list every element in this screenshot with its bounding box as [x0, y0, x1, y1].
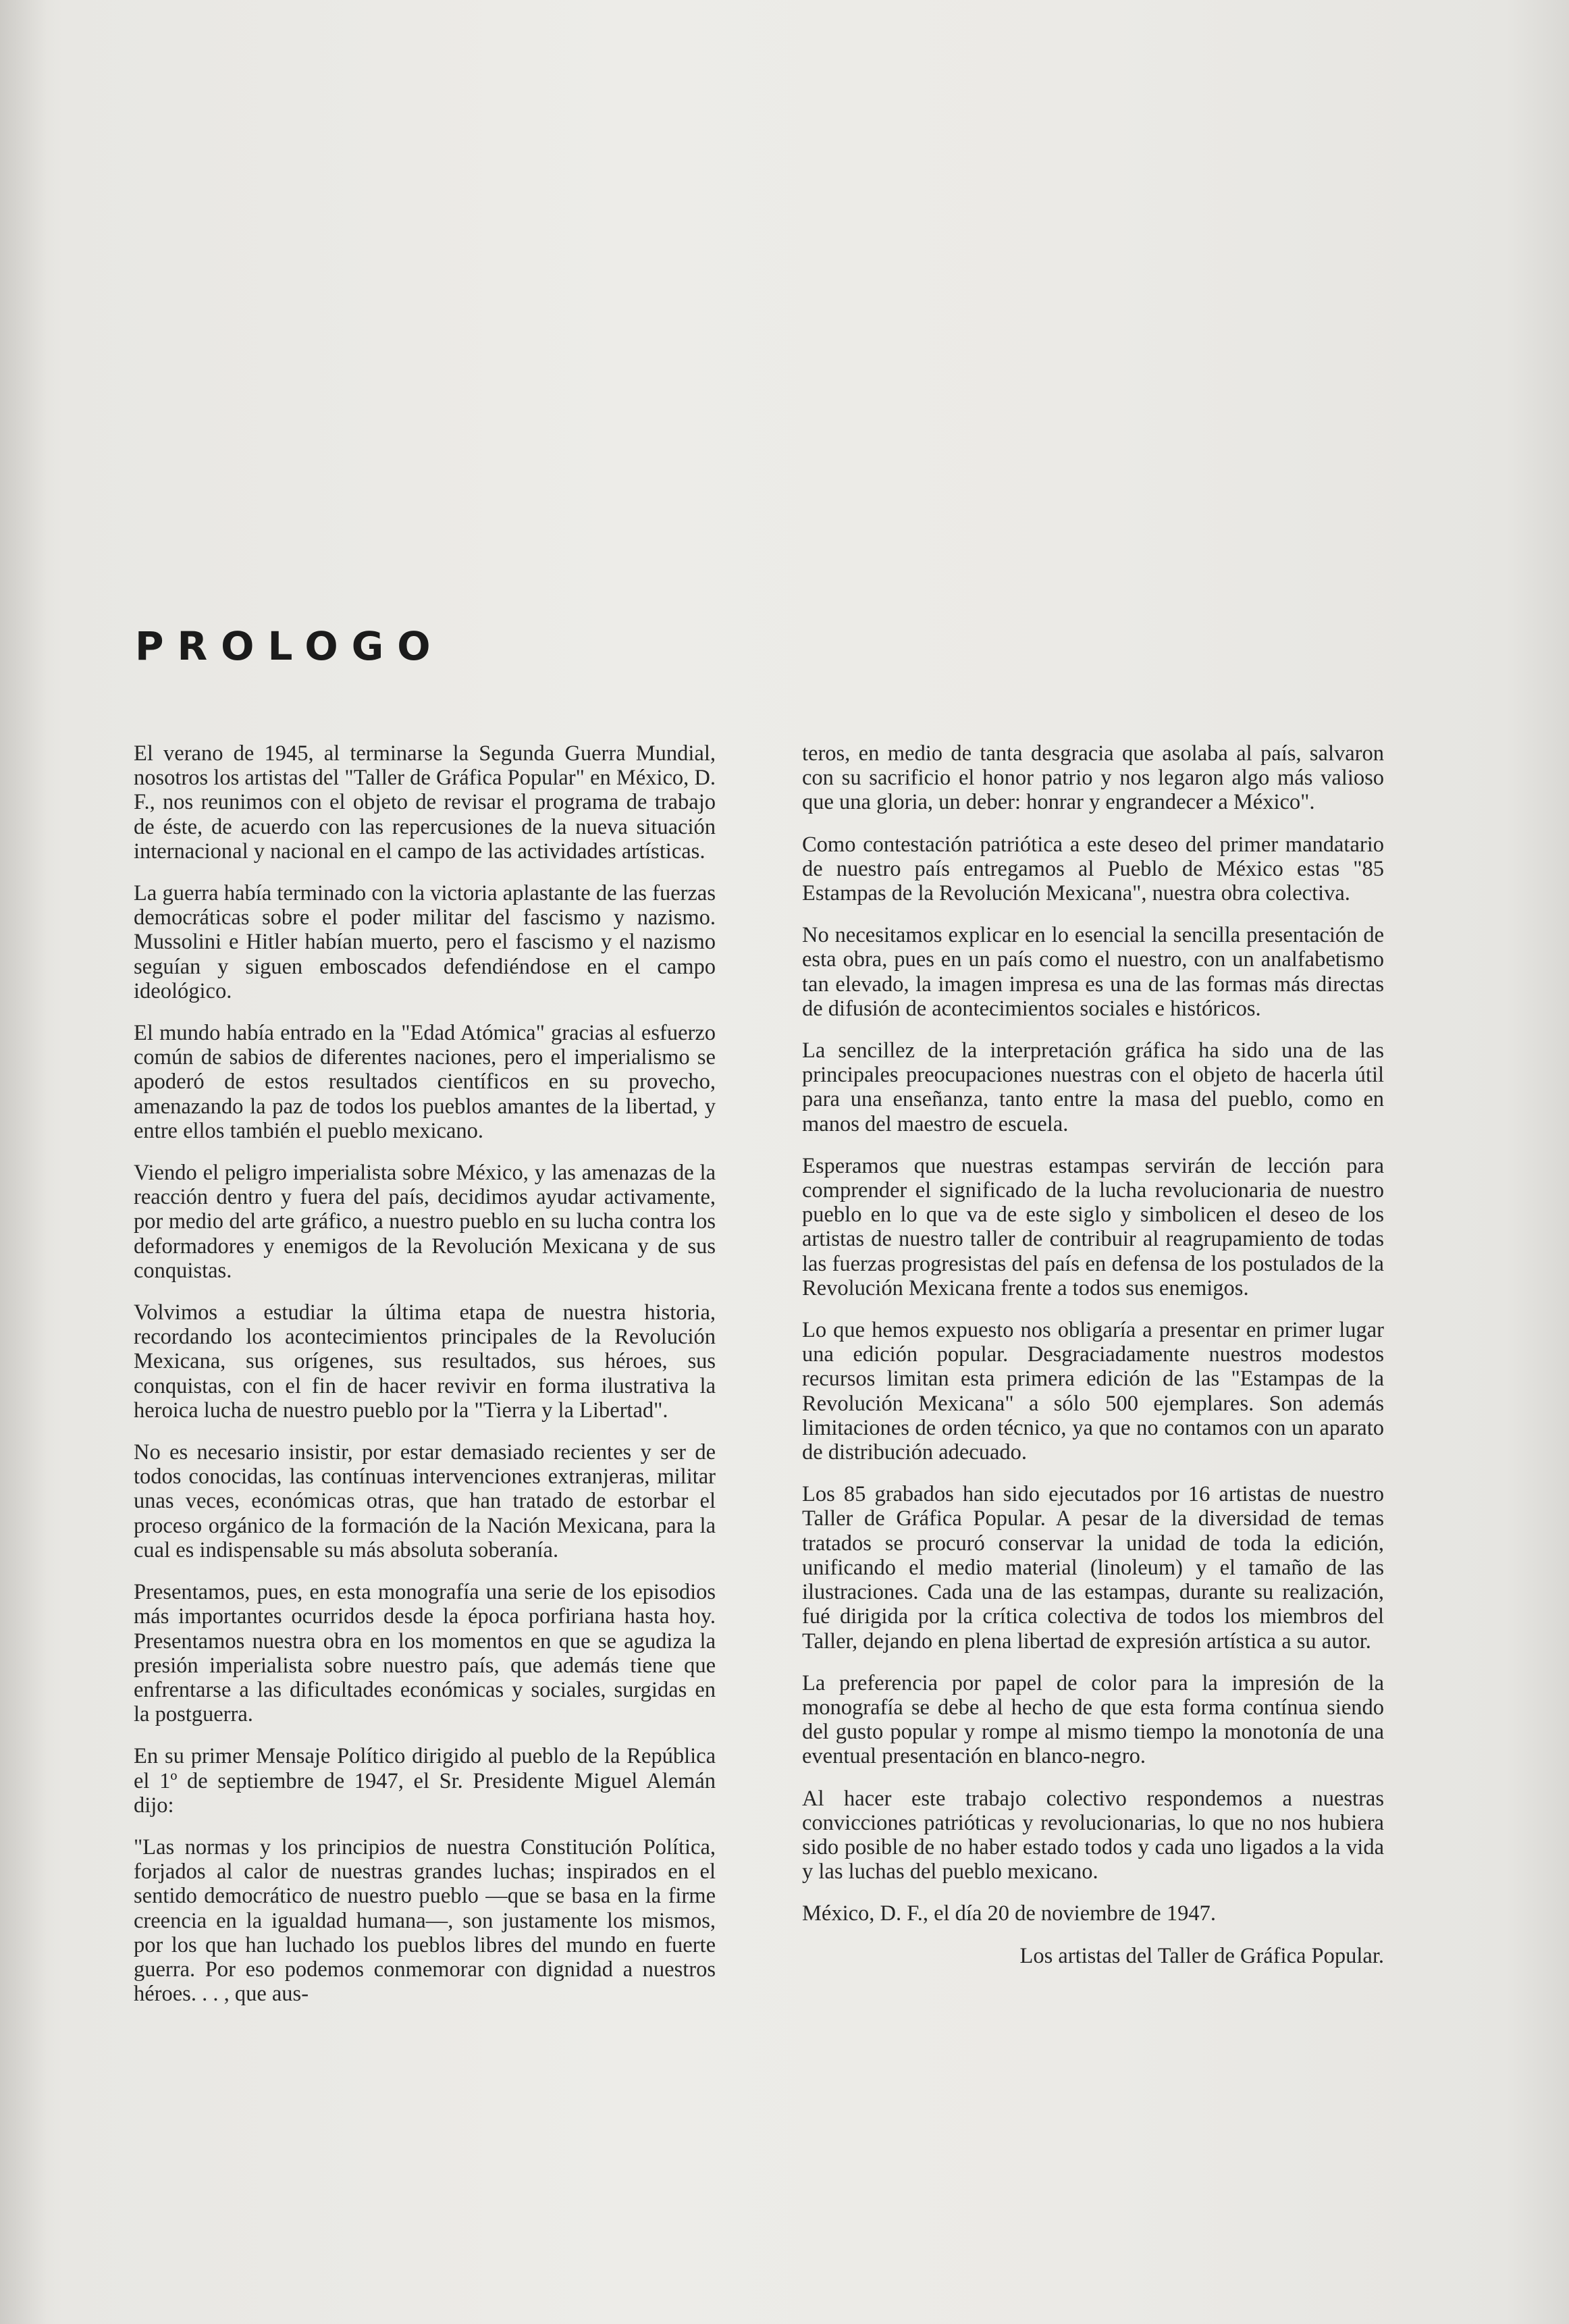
paragraph: Lo que hemos expuesto nos obligaría a presentar en primer lugar una edición popular. Desgraciadamente nuestros modestos recursos limitan esta primera edición de las "Estampas de la Revolución Mexicana" a sólo 500 ejemplares. Son además limitaciones de orden técnico, ya que no contamos con un aparato de distribución adecuado. [802, 1318, 1384, 1465]
paragraph: Los 85 grabados han sido ejecutados por 16 artistas de nuestro Taller de Gráfica Popular. A pesar de la diversidad de temas tratados se procuró conservar la unidad de toda la edición, unificando el medio material (linoleum) y el tamaño de las ilustraciones. Cada una de las estampas, durante su realización, fué dirigida por la crítica colectiva de todos los miembros del Taller, dejando en plena libertad de expresión artística a su autor. [802, 1482, 1384, 1654]
paragraph: No necesitamos explicar en lo esencial la sencilla presentación de esta obra, pues en un país como el nuestro, con un analfabetismo tan elevado, la imagen impresa es una de las formas más directas de difusión de acontecimientos sociales e históricos. [802, 923, 1384, 1021]
left-text-column [134, 741, 716, 2024]
paragraph: Volvimos a estudiar la última etapa de nuestra historia, recordando los acontecimientos principales de la Revolución Mexicana, sus orígenes, sus resultados, sus héroes, sus conquistas, con el fin de hacer revivir en forma ilustrativa la heroica lucha de nuestro pueblo por la "Tierra y la Libertad". [134, 1300, 716, 1423]
paragraph: El mundo había entrado en la "Edad Atómica" gracias al esfuerzo común de sabios de diferentes naciones, pero el imperialismo se apoderó de estos resultados científicos en su provecho, amenazando la paz de todos los pueblos amantes de la libertad, y entre ellos también el pueblo mexicano. [134, 1021, 716, 1143]
paragraph: Al hacer este trabajo colectivo respondemos a nuestras convicciones patrióticas y revolucionarias, lo que no nos hubiera sido posible de no haber estado todos y cada uno ligados a la vida y las luchas del pueblo mexicano. [802, 1786, 1384, 1884]
paragraph: El verano de 1945, al terminarse la Segunda Guerra Mundial, nosotros los artistas del "Taller de Gráfica Popular" en México, D. F., nos reunimos con el objeto de revisar el programa de trabajo de éste, de acuerdo con las repercusiones de la nueva situación internacional y nacional en el campo de las actividades artísticas. [134, 741, 716, 864]
page-title: PROLOGO [135, 623, 444, 669]
paragraph: Presentamos, pues, en esta monografía una serie de los episodios más importantes ocurridos desde la época porfiriana hasta hoy. Presentamos nuestra obra en los momentos en que se agudiza la presión imperialista sobre nuestro país, que además tiene que enfrentarse a las dificultades económicas y sociales, surgidas en la postguerra. [134, 1580, 716, 1727]
paragraph: Esperamos que nuestras estampas servirán de lección para comprender el significado de la lucha revolucionaria de nuestro pueblo en lo que va de este siglo y simbolicen el deseo de los artistas de nuestro taller de contribuir al reagrupamiento de todas las fuerzas progresistas del país en defensa de los postulados de la Revolución Mexicana frente a todos sus enemigos. [802, 1153, 1384, 1300]
date-line: México, D. F., el día 20 de noviembre de 1947. [802, 1901, 1216, 1926]
quotation-paragraph: "Las normas y los principios de nuestra Constitución Política, forjados al calor de nuestras grandes luchas; inspirados en el sentido democrático de nuestro pueblo —que se basa en la firme creencia en la igualdad humana—, son justamente los mismos, por los que han luchado los pueblos libres del mundo en fuerte guerra. Por eso podemos conmemorar con dignidad a nuestros héroes. . . , que aus- [134, 1834, 716, 2007]
paragraph: La guerra había terminado con la victoria aplastante de las fuerzas democráticas sobre el poder militar del fascismo y nazismo. Mussolini e Hitler habían muerto, pero el fascismo y el nazismo seguían y siguen emboscados defendiéndose en el campo ideológico. [134, 881, 716, 1003]
paragraph: Viendo el peligro imperialista sobre México, y las amenazas de la reacción dentro y fuera del país, decidimos ayudar activamente, por medio del arte gráfico, a nuestro pueblo en su lucha contra los deformadores y enemigos de la Revolución Mexicana y de sus conquistas. [134, 1161, 716, 1283]
paragraph: La sencillez de la interpretación gráfica ha sido una de las principales preocupaciones nuestras con el objeto de hacerla útil para una enseñanza, tanto entre la masa del pueblo, como en manos del maestro de escuela. [802, 1038, 1384, 1136]
paragraph: La preferencia por papel de color para la impresión de la monografía se debe al hecho de que esta forma contínua siendo del gusto popular y rompe al mismo tiempo la monotonía de una eventual presentación en blanco-negro. [802, 1670, 1384, 1769]
page-spine-shadow [0, 0, 47, 2324]
paragraph: Como contestación patriótica a este deseo del primer mandatario de nuestro país entregamos al Pueblo de México estas "85 Estampas de la Revolución Mexicana", nuestra obra colectiva. [802, 832, 1384, 906]
paragraph: No es necesario insistir, por estar demasiado recientes y ser de todos conocidas, las contínuas intervenciones extranjeras, militar unas veces, económicas otras, que han tratado de estorbar el proceso orgánico de la formación de la Nación Mexicana, para la cual es indispensable su más absoluta soberanía. [134, 1440, 716, 1562]
paragraph: En su primer Mensaje Político dirigido al pueblo de la República el 1º de septiembre de 1947, el Sr. Presidente Miguel Alemán dijo: [134, 1744, 716, 1818]
paragraph: teros, en medio de tanta desgracia que asolaba al país, salvaron con su sacrificio el honor patrio y nos legaron algo más valioso que una gloria, un deber: honrar y engrandecer a México". [802, 741, 1384, 815]
signature-line: Los artistas del Taller de Gráfica Popular. [1019, 1943, 1384, 1968]
right-text-column [802, 741, 1384, 1986]
